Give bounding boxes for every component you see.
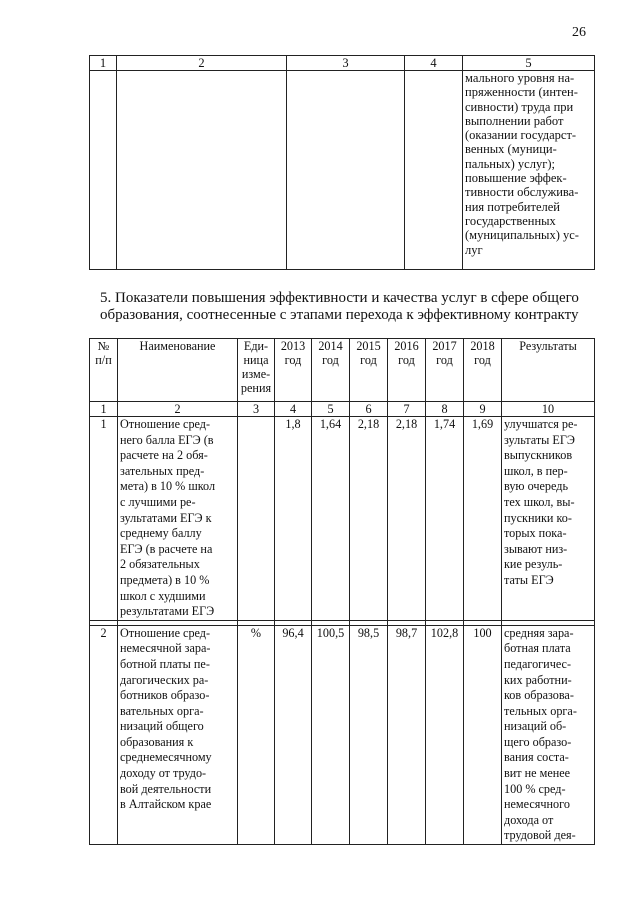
result-cell: средняя зара- ботная плата педагогичес- ких работни- ков образова- тельных орга- низаций об- щего образо- вания соста- вит не менее 100 % сред- немесячного дохода от трудовой дея- [502,625,595,844]
value-2013: 96,4 [275,625,312,844]
column-header: 3 [287,56,405,71]
column-header: 2016 год [388,339,426,402]
continuation-table [89,55,595,270]
column-header: 2 [117,56,287,71]
column-header: № п/п [90,339,118,402]
column-number: 6 [350,402,388,417]
column-number: 10 [502,402,595,417]
column-number: 3 [238,402,275,417]
unit-cell [238,417,275,621]
column-number: 5 [312,402,350,417]
value-2018: 100 [464,625,502,844]
column-number-row [90,402,595,417]
row-number: 2 [90,625,118,844]
section-title-line: образования, соотнесенные с этапами перехода к эффективному контракту [100,307,579,323]
column-number: 2 [118,402,238,417]
empty-cell [405,71,463,270]
column-number: 1 [90,402,118,417]
indicator-name: Отношение сред- него балла ЕГЭ (в расчете на 2 обя- зательных пред- мета) в 10 % школ с лучшими ре- зультатами ЕГЭ к среднему баллу ЕГЭ (в расчете на 2 обязательных предмета) в 10 % школ с худшими результатами ЕГЭ [118,417,238,621]
column-number: 9 [464,402,502,417]
column-header: 1 [90,56,117,71]
table-header-row [90,339,595,402]
value-2014: 100,5 [312,625,350,844]
column-number: 7 [388,402,426,417]
value-2014: 1,64 [312,417,350,621]
value-2017: 102,8 [426,625,464,844]
value-2015: 2,18 [350,417,388,621]
section-title-line: 5. Показатели повышения эффективности и качества услуг в сфере общего [100,290,579,306]
value-2016: 98,7 [388,625,426,844]
empty-cell [90,71,117,270]
row-number: 1 [90,417,118,621]
table-row [90,417,595,621]
column-header: 5 [463,56,595,71]
continuation-header-row [90,56,595,71]
continuation-row [90,71,595,270]
value-2016: 2,18 [388,417,426,621]
unit-cell: % [238,625,275,844]
column-header: Еди- ница изме- рения [238,339,275,402]
value-2013: 1,8 [275,417,312,621]
empty-cell [117,71,287,270]
indicators-table [89,338,595,845]
indicator-name: Отношение сред- немесячной зара- ботной платы пе- дагогических ра- ботников образо- вательных орга- низаций общего образования к среднемесячному доходу от трудо- вой деятельности в Алтайском крае [118,625,238,844]
column-number: 4 [275,402,312,417]
column-header: Наименование [118,339,238,402]
value-2015: 98,5 [350,625,388,844]
table-row [90,625,595,844]
section-title [100,290,610,324]
column-header: 4 [405,56,463,71]
value-2017: 1,74 [426,417,464,621]
column-header: 2015 год [350,339,388,402]
column-number: 8 [426,402,464,417]
column-header: 2017 год [426,339,464,402]
empty-cell [287,71,405,270]
column-header: Результаты [502,339,595,402]
value-2018: 1,69 [464,417,502,621]
column-header: 2014 год [312,339,350,402]
page-number: 26 [572,25,586,40]
result-cell: улучшатся ре- зультаты ЕГЭ выпускников школ, в пер- вую очередь тех школ, вы- пускники ко- торых пока- зывают низ- кие резуль- таты ЕГЭ [502,417,595,621]
column-header: 2018 год [464,339,502,402]
continuation-text: мального уровня на- пряженности (интен- сивности) труда при выполнении работ (оказании государст- венных (муници- пальных) услуг); повышение эффек- тивности обслужива- ния потребителей государственных (муниципальных) ус- луг [463,71,595,270]
column-header: 2013 год [275,339,312,402]
